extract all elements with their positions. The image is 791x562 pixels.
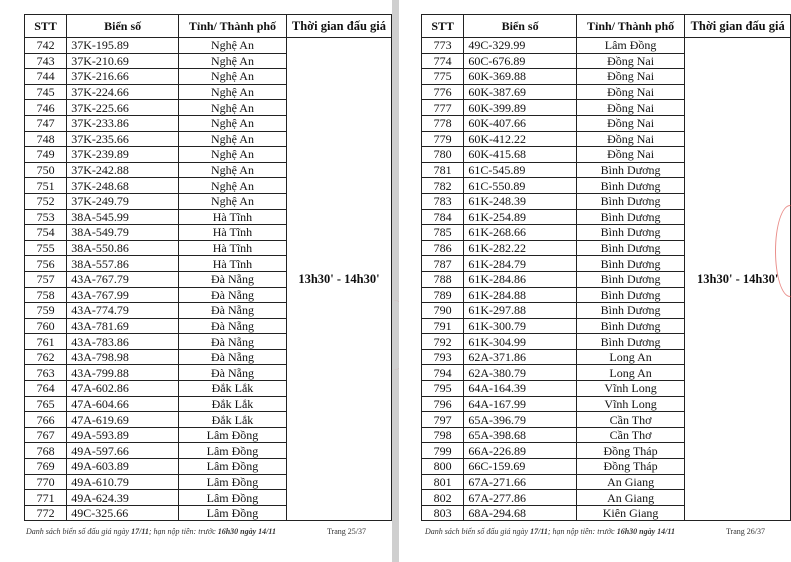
row-stt: 765 — [25, 396, 67, 412]
row-stt: 802 — [422, 490, 464, 506]
row-province: Đà Nẵng — [179, 303, 287, 319]
row-plate: 67A-271.66 — [464, 474, 576, 490]
row-plate: 47A-604.66 — [67, 396, 179, 412]
row-province: Nghệ An — [179, 147, 287, 163]
row-stt: 750 — [25, 162, 67, 178]
row-stt: 789 — [422, 287, 464, 303]
row-stt: 758 — [25, 287, 67, 303]
row-plate: 47A-602.86 — [67, 381, 179, 397]
row-province: Đồng Nai — [576, 147, 685, 163]
table-row — [25, 38, 392, 54]
row-plate: 49C-329.99 — [464, 38, 576, 54]
row-stt: 776 — [422, 84, 464, 100]
row-plate: 37K-216.66 — [67, 69, 179, 85]
row-province: Vĩnh Long — [576, 396, 685, 412]
row-plate: 43A-798.98 — [67, 349, 179, 365]
row-plate: 61K-284.88 — [464, 287, 576, 303]
row-plate: 66C-159.69 — [464, 459, 576, 475]
row-plate: 49A-597.66 — [67, 443, 179, 459]
row-plate: 61K-282.22 — [464, 240, 576, 256]
row-province: Long An — [576, 349, 685, 365]
row-province: Cần Thơ — [576, 427, 685, 443]
row-plate: 61K-254.89 — [464, 209, 576, 225]
row-province: Đắk Lắk — [179, 396, 287, 412]
row-plate: 64A-164.39 — [464, 381, 576, 397]
row-province: Nghệ An — [179, 131, 287, 147]
row-province: Lâm Đồng — [576, 38, 685, 54]
row-stt: 785 — [422, 225, 464, 241]
row-province: Đồng Nai — [576, 100, 685, 116]
row-province: Đà Nẵng — [179, 318, 287, 334]
header-time: Thời gian đấu giá — [286, 15, 391, 38]
row-stt: 757 — [25, 271, 67, 287]
row-plate: 68A-294.68 — [464, 505, 576, 521]
page-number: Trang 26/37 — [725, 527, 765, 536]
row-plate: 49A-610.79 — [67, 474, 179, 490]
row-province: Hà Tĩnh — [179, 209, 287, 225]
footer-text-mid: ; hạn nộp tiền: trước — [547, 527, 617, 536]
table-body-right — [422, 38, 791, 521]
footer-date: 17/11 — [530, 527, 548, 536]
row-plate: 61K-268.66 — [464, 225, 576, 241]
row-plate: 37K-224.66 — [67, 84, 179, 100]
row-province: Nghệ An — [179, 115, 287, 131]
row-province: Bình Dương — [576, 162, 685, 178]
header-province: Tỉnh/ Thành phố — [179, 15, 287, 38]
row-province: Nghệ An — [179, 178, 287, 194]
row-plate: 37K-249.79 — [67, 193, 179, 209]
row-stt: 795 — [422, 381, 464, 397]
row-stt: 747 — [25, 115, 67, 131]
row-province: Bình Dương — [576, 271, 685, 287]
row-province: Nghệ An — [179, 69, 287, 85]
row-plate: 66A-226.89 — [464, 443, 576, 459]
row-stt: 763 — [25, 365, 67, 381]
row-stt: 792 — [422, 334, 464, 350]
row-province: Long An — [576, 365, 685, 381]
row-province: Nghệ An — [179, 162, 287, 178]
row-stt: 762 — [25, 349, 67, 365]
row-plate: 62A-380.79 — [464, 365, 576, 381]
row-stt: 769 — [25, 459, 67, 475]
header-stt: STT — [422, 15, 464, 38]
row-stt: 767 — [25, 427, 67, 443]
row-province: Đồng Nai — [576, 69, 685, 85]
row-plate: 43A-799.88 — [67, 365, 179, 381]
row-plate: 37K-195.89 — [67, 38, 179, 54]
row-stt: 782 — [422, 178, 464, 194]
row-province: Hà Tĩnh — [179, 240, 287, 256]
row-province: Nghệ An — [179, 38, 287, 54]
row-stt: 771 — [25, 490, 67, 506]
row-province: Bình Dương — [576, 256, 685, 272]
row-province: Vĩnh Long — [576, 381, 685, 397]
auction-table-left — [24, 14, 392, 521]
row-stt: 745 — [25, 84, 67, 100]
row-stt: 755 — [25, 240, 67, 256]
row-plate: 60K-407.66 — [464, 115, 576, 131]
row-stt: 743 — [25, 53, 67, 69]
row-stt: 790 — [422, 303, 464, 319]
row-plate: 37K-225.66 — [67, 100, 179, 116]
row-stt: 778 — [422, 115, 464, 131]
row-province: Đồng Nai — [576, 131, 685, 147]
header-plate: Biển số — [464, 15, 576, 38]
row-plate: 43A-783.86 — [67, 334, 179, 350]
row-stt: 742 — [25, 38, 67, 54]
row-stt: 748 — [25, 131, 67, 147]
row-plate: 37K-248.68 — [67, 178, 179, 194]
footer-deadline: 16h30 ngày 14/11 — [616, 527, 675, 536]
row-plate: 43A-781.69 — [67, 318, 179, 334]
row-province: Lâm Đồng — [179, 427, 287, 443]
row-stt: 746 — [25, 100, 67, 116]
row-province: Kiên Giang — [576, 505, 685, 521]
row-plate: 61K-300.79 — [464, 318, 576, 334]
table-body-left — [25, 38, 392, 521]
row-stt: 793 — [422, 349, 464, 365]
row-plate: 49C-325.66 — [67, 505, 179, 521]
footer-note — [425, 527, 675, 536]
row-province: Lâm Đồng — [179, 490, 287, 506]
row-stt: 780 — [422, 147, 464, 163]
row-province: Đắk Lắk — [179, 381, 287, 397]
row-plate: 60K-412.22 — [464, 131, 576, 147]
footer-text-mid: ; hạn nộp tiền: trước — [148, 527, 218, 536]
row-province: Lâm Đồng — [179, 459, 287, 475]
row-province: Bình Dương — [576, 225, 685, 241]
row-stt: 787 — [422, 256, 464, 272]
document-page-right — [399, 0, 791, 562]
row-plate: 60K-369.88 — [464, 69, 576, 85]
row-province: Bình Dương — [576, 178, 685, 194]
row-plate: 37K-233.86 — [67, 115, 179, 131]
table-row — [422, 38, 791, 54]
footer-text: Danh sách biển số đấu giá ngày — [425, 527, 531, 536]
time-slot-cell: 13h30' - 14h30' — [685, 38, 791, 521]
row-province: Lâm Đồng — [179, 505, 287, 521]
row-stt: 749 — [25, 147, 67, 163]
row-stt: 756 — [25, 256, 67, 272]
row-province: Đồng Nai — [576, 115, 685, 131]
row-stt: 781 — [422, 162, 464, 178]
row-stt: 744 — [25, 69, 67, 85]
row-stt: 799 — [422, 443, 464, 459]
row-stt: 791 — [422, 318, 464, 334]
row-province: Lâm Đồng — [179, 443, 287, 459]
row-plate: 38A-549.79 — [67, 225, 179, 241]
row-province: Nghệ An — [179, 100, 287, 116]
row-plate: 47A-619.69 — [67, 412, 179, 428]
row-stt: 768 — [25, 443, 67, 459]
page-number: Trang 25/37 — [326, 527, 366, 536]
footer-deadline: 16h30 ngày 14/11 — [217, 527, 276, 536]
row-stt: 794 — [422, 365, 464, 381]
auction-table-right — [421, 14, 791, 521]
row-plate: 60K-387.69 — [464, 84, 576, 100]
row-stt: 784 — [422, 209, 464, 225]
row-stt: 752 — [25, 193, 67, 209]
row-stt: 798 — [422, 427, 464, 443]
row-plate: 61K-297.88 — [464, 303, 576, 319]
row-province: Đồng Tháp — [576, 443, 685, 459]
row-stt: 777 — [422, 100, 464, 116]
row-stt: 760 — [25, 318, 67, 334]
row-plate: 60K-399.89 — [464, 100, 576, 116]
row-stt: 754 — [25, 225, 67, 241]
row-plate: 64A-167.99 — [464, 396, 576, 412]
row-plate: 61K-248.39 — [464, 193, 576, 209]
time-slot-cell: 13h30' - 14h30' — [286, 38, 391, 521]
row-plate: 38A-557.86 — [67, 256, 179, 272]
page-footer — [26, 527, 366, 536]
row-province: Bình Dương — [576, 334, 685, 350]
table-header-row — [25, 15, 392, 38]
table-header-row — [422, 15, 791, 38]
row-stt: 773 — [422, 38, 464, 54]
row-province: Đà Nẵng — [179, 271, 287, 287]
row-plate: 65A-396.79 — [464, 412, 576, 428]
row-plate: 37K-210.69 — [67, 53, 179, 69]
row-plate: 61K-284.79 — [464, 256, 576, 272]
page-footer — [425, 527, 765, 536]
document-page-left — [0, 0, 392, 562]
row-plate: 43A-767.99 — [67, 287, 179, 303]
row-plate: 37K-235.66 — [67, 131, 179, 147]
row-province: Nghệ An — [179, 193, 287, 209]
row-province: Hà Tĩnh — [179, 256, 287, 272]
row-province: Đà Nẵng — [179, 287, 287, 303]
row-province: Bình Dương — [576, 240, 685, 256]
header-province: Tỉnh/ Thành phố — [576, 15, 685, 38]
row-plate: 49A-593.89 — [67, 427, 179, 443]
row-province: Cần Thơ — [576, 412, 685, 428]
row-plate: 61K-284.86 — [464, 271, 576, 287]
row-stt: 751 — [25, 178, 67, 194]
row-stt: 764 — [25, 381, 67, 397]
row-plate: 65A-398.68 — [464, 427, 576, 443]
row-stt: 766 — [25, 412, 67, 428]
row-province: Đà Nẵng — [179, 349, 287, 365]
row-stt: 801 — [422, 474, 464, 490]
row-province: An Giang — [576, 474, 685, 490]
row-stt: 753 — [25, 209, 67, 225]
row-province: Đà Nẵng — [179, 334, 287, 350]
row-plate: 37K-239.89 — [67, 147, 179, 163]
row-stt: 759 — [25, 303, 67, 319]
row-province: Đắk Lắk — [179, 412, 287, 428]
header-time: Thời gian đấu giá — [685, 15, 791, 38]
row-plate: 61C-545.89 — [464, 162, 576, 178]
row-plate: 49A-624.39 — [67, 490, 179, 506]
row-province: Nghệ An — [179, 53, 287, 69]
row-province: Bình Dương — [576, 209, 685, 225]
row-province: Lâm Đồng — [179, 474, 287, 490]
row-province: Đà Nẵng — [179, 365, 287, 381]
row-plate: 61C-550.89 — [464, 178, 576, 194]
row-stt: 775 — [422, 69, 464, 85]
row-province: Đồng Tháp — [576, 459, 685, 475]
row-plate: 37K-242.88 — [67, 162, 179, 178]
row-province: Bình Dương — [576, 193, 685, 209]
row-plate: 38A-545.99 — [67, 209, 179, 225]
row-stt: 796 — [422, 396, 464, 412]
row-stt: 800 — [422, 459, 464, 475]
row-province: Đồng Nai — [576, 84, 685, 100]
footer-date: 17/11 — [131, 527, 149, 536]
footer-note — [26, 527, 276, 536]
row-stt: 803 — [422, 505, 464, 521]
row-stt: 788 — [422, 271, 464, 287]
header-stt: STT — [25, 15, 67, 38]
row-stt: 783 — [422, 193, 464, 209]
row-plate: 38A-550.86 — [67, 240, 179, 256]
row-province: An Giang — [576, 490, 685, 506]
row-plate: 62A-371.86 — [464, 349, 576, 365]
row-stt: 797 — [422, 412, 464, 428]
row-province: Bình Dương — [576, 318, 685, 334]
row-plate: 49A-603.89 — [67, 459, 179, 475]
row-province: Đồng Nai — [576, 53, 685, 69]
row-plate: 43A-774.79 — [67, 303, 179, 319]
row-stt: 786 — [422, 240, 464, 256]
row-plate: 67A-277.86 — [464, 490, 576, 506]
row-province: Bình Dương — [576, 287, 685, 303]
row-stt: 779 — [422, 131, 464, 147]
row-stt: 774 — [422, 53, 464, 69]
row-province: Hà Tĩnh — [179, 225, 287, 241]
row-province: Bình Dương — [576, 303, 685, 319]
row-plate: 61K-304.99 — [464, 334, 576, 350]
row-stt: 770 — [25, 474, 67, 490]
row-stt: 761 — [25, 334, 67, 350]
row-stt: 772 — [25, 505, 67, 521]
row-province: Nghệ An — [179, 84, 287, 100]
footer-text: Danh sách biển số đấu giá ngày — [26, 527, 132, 536]
row-plate: 43A-767.79 — [67, 271, 179, 287]
row-plate: 60K-415.68 — [464, 147, 576, 163]
header-plate: Biển số — [67, 15, 179, 38]
row-plate: 60C-676.89 — [464, 53, 576, 69]
